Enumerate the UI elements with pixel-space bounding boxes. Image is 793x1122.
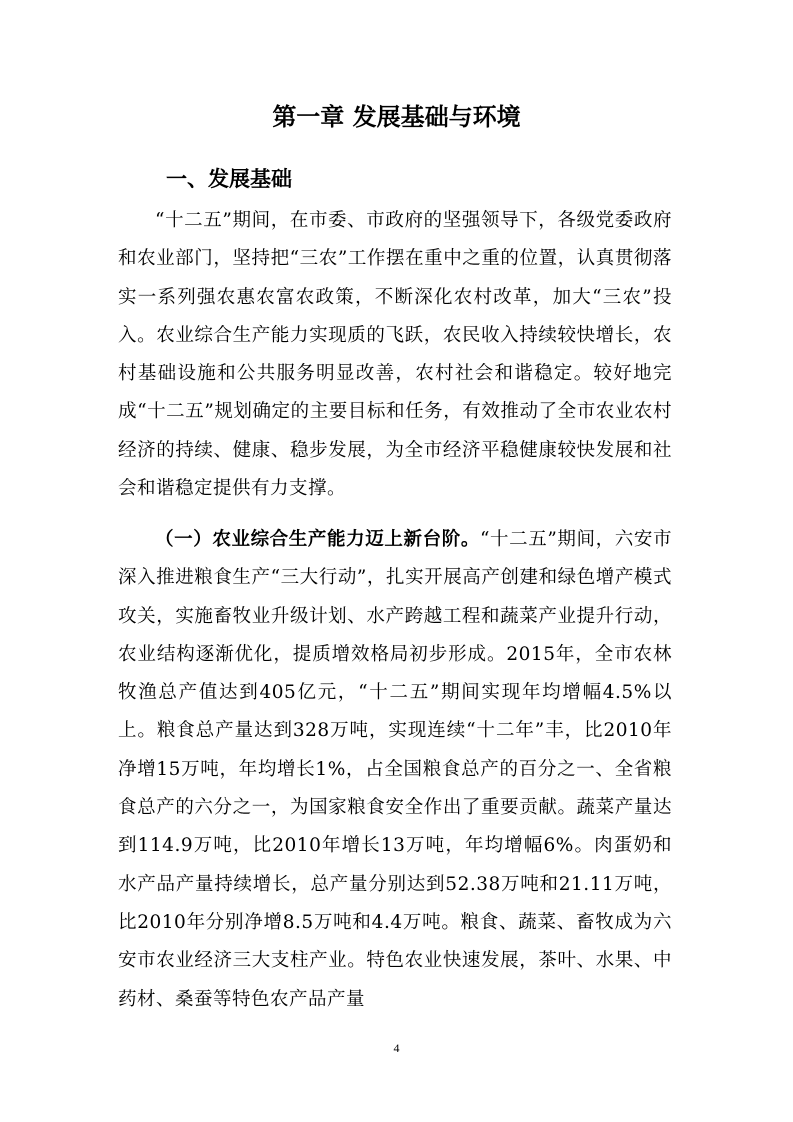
item1-paragraph (118, 521, 672, 1019)
item1-lead-heading: （一）农业综合生产能力迈上新台阶。 (155, 529, 480, 550)
intro-paragraph: “十二五”期间，在市委、市政府的坚强领导下，各级党委政府和农业部门，坚持把“三农”工作摆在重中之重的位置，认真贯彻落实一系列强农惠农富农政策，不断深化农村改革，加大“三农”投入。农业综合生产能力实现质的飞跃，农民收入持续较快增长，农村基础设施和公共服务明显改善，农村社会和谐稳定。较好地完成“十二五”规划确定的主要目标和任务，有效推动了全市农业农村经济的持续、健康、稳步发展，为全市经济平稳健康较快发展和社会和谐稳定提供有力支撑。 (118, 210, 672, 500)
chapter-title: 第一章 发展基础与环境 (272, 103, 521, 131)
item1-body-text: “十二五”期间，六安市深入推进粮食生产“三大行动”，扎实开展高产创建和绿色增产模式攻关，实施畜牧业升级计划、水产跨越工程和蔬菜产业提升行动，农业结构逐渐优化，提质增效格局初步形成。2015年，全市农林牧渔总产值达到405亿元，“十二五”期间实现年均增幅4.5%以上。粮食总产量达到328万吨，实现连续“十二年”丰，比2010年净增15万吨，年均增长1%，占全国粮食总产的百分之一、全省粮食总产的六分之一，为国家粮食安全作出了重要贡献。蔬菜产量达到114.9万吨，比2010年增长13万吨，年均增幅6%。肉蛋奶和水产品产量持续增长，总产量分别达到52.38万吨和21.11万吨，比2010年分别净增8.5万吨和4.4万吨。粮食、蔬菜、畜牧成为六安市农业经济三大支柱产业。特色农业快速发展，茶叶、水果、中药材、桑蚕等特色农产品产量 (118, 529, 672, 1010)
page-number: 4 (393, 1041, 400, 1055)
section-heading: 一、发展基础 (166, 167, 292, 191)
